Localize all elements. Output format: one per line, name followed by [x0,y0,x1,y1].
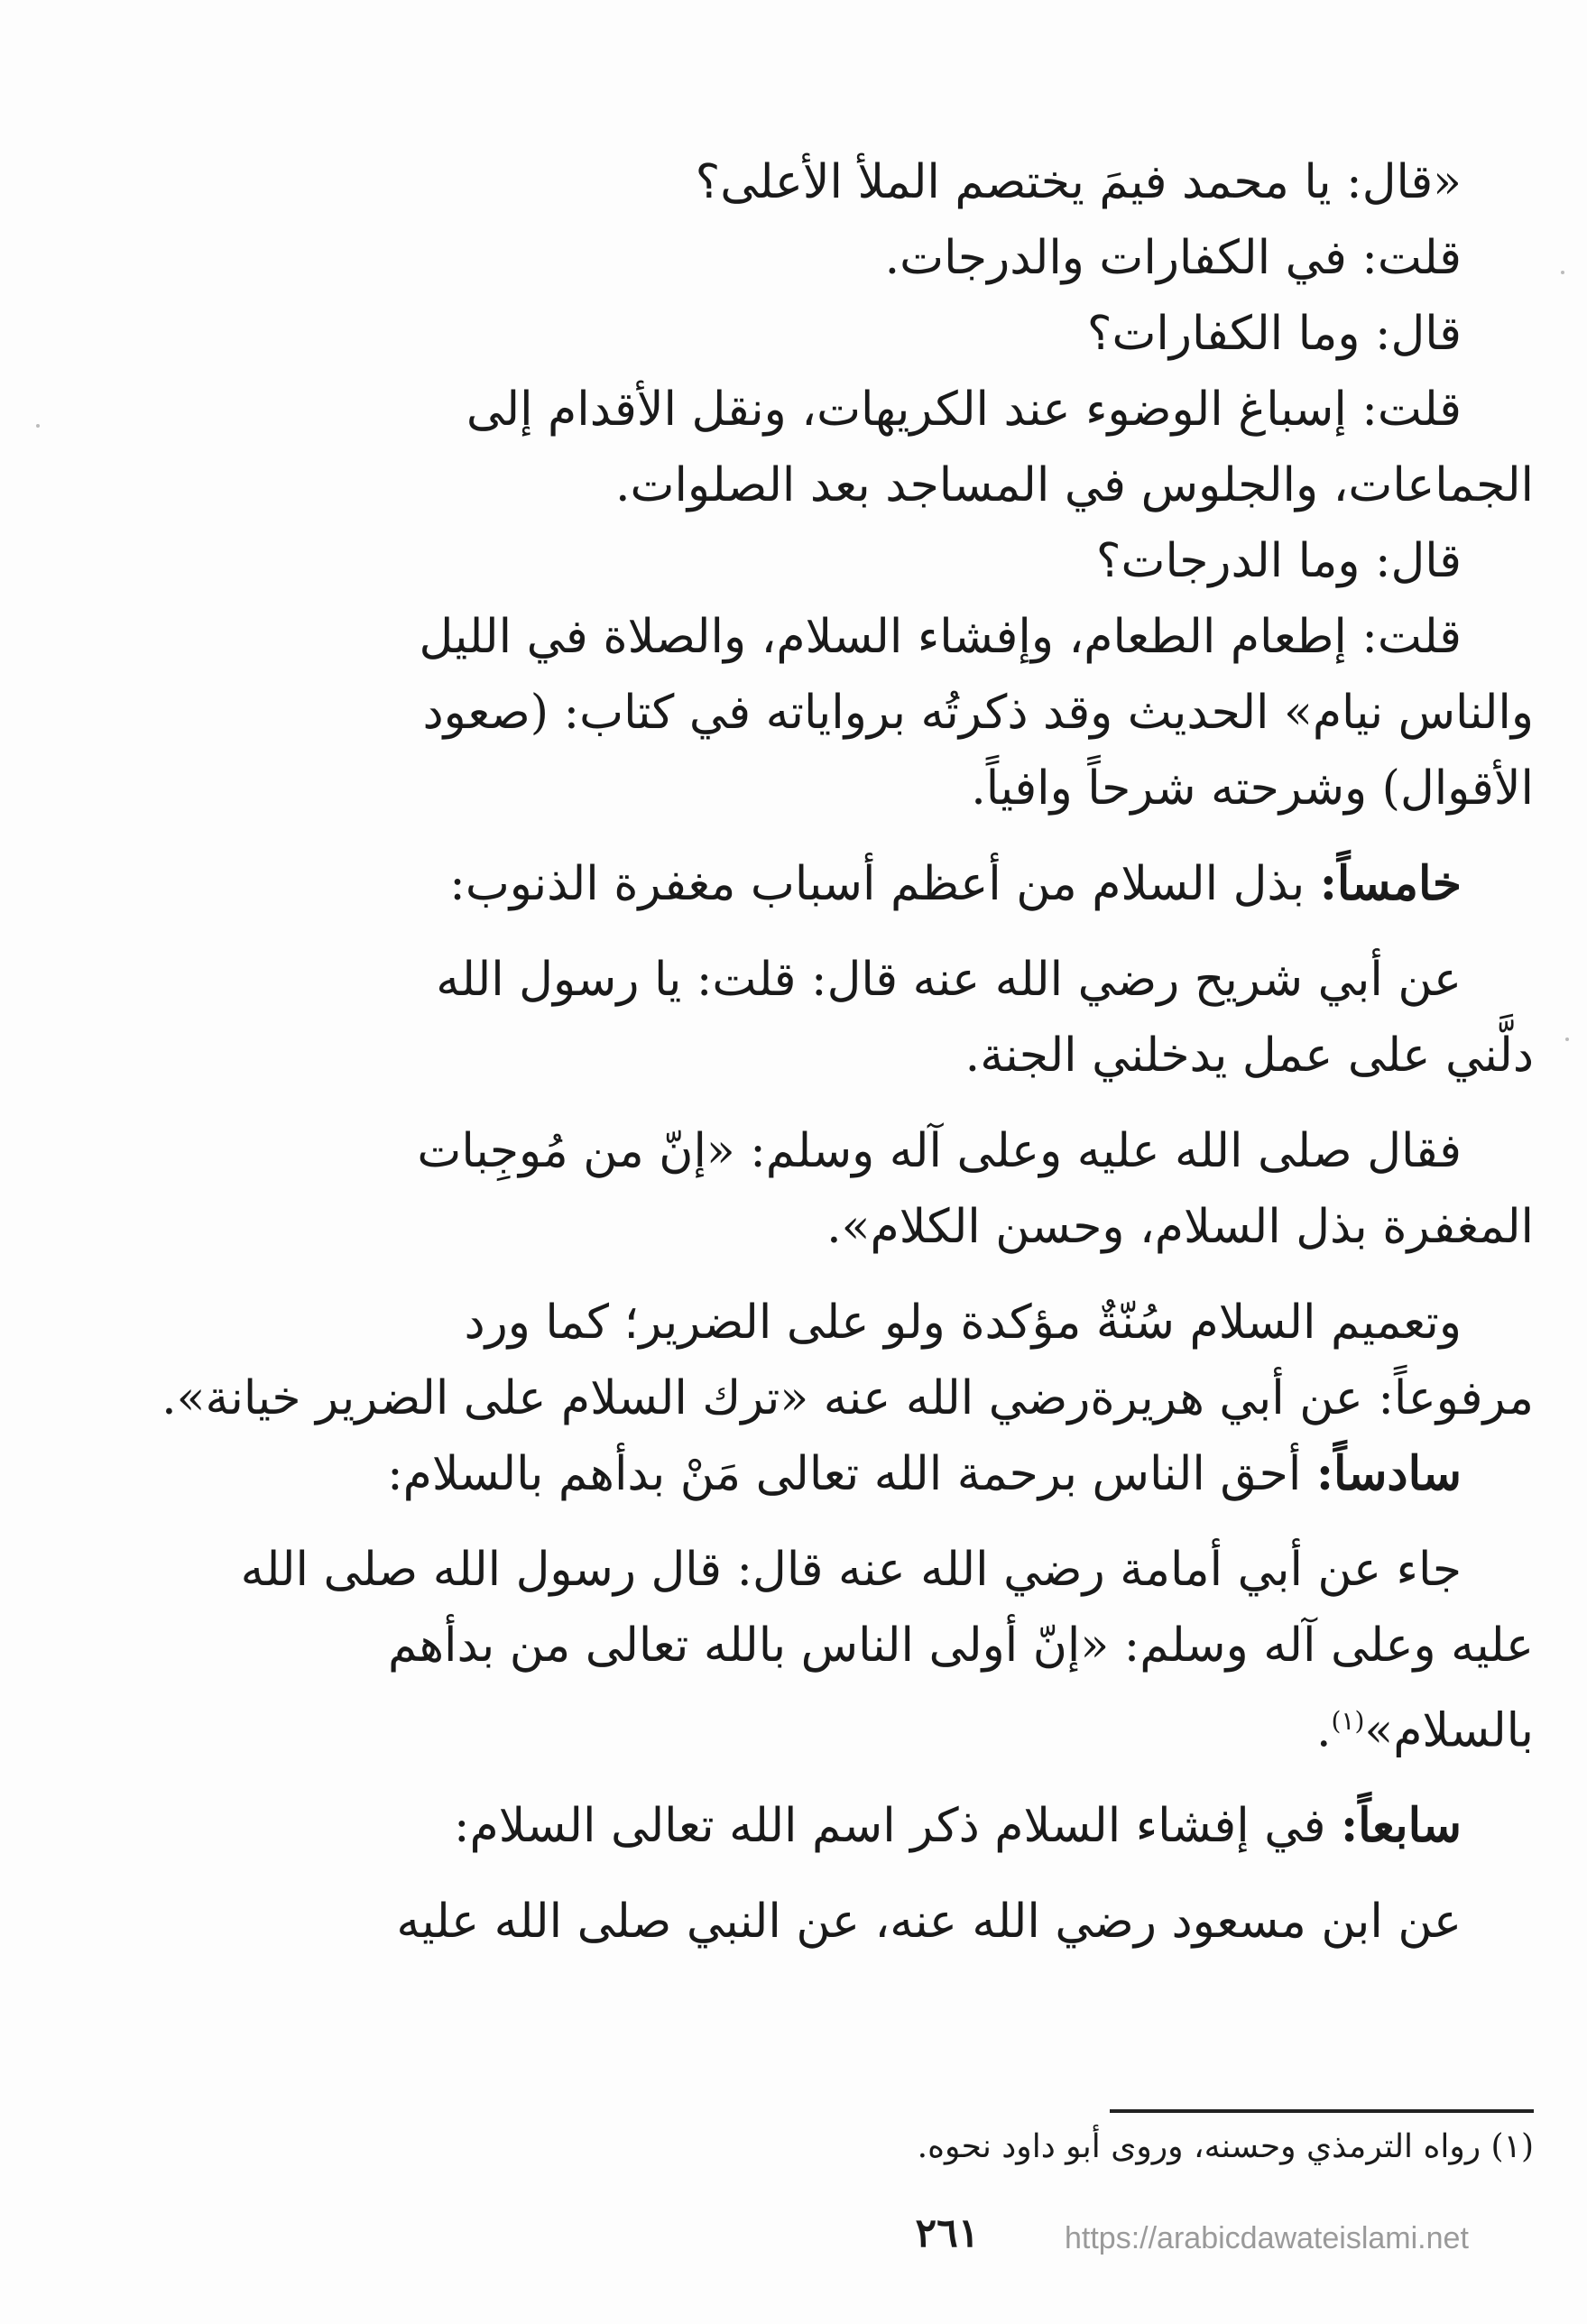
text-line: جاء عن أبي أمامة رضي الله عنه قال: قال رسول الله صلى الله [240,1543,1462,1597]
text-line: الأقوال) وشرحته شرحاً وافياً. [971,761,1534,816]
text-line: «قال: يا محمد فيمَ يختصم الملأ الأعلى؟ [695,155,1462,209]
section-heading-sixth [307,1436,1534,1512]
text-line: قلت: إطعام الطعام، وإفشاء السلام، والصلاة في الليل [419,610,1462,664]
text-fragment: بالسلام» [1364,1703,1534,1758]
text-line: مرفوعاً: عن أبي هريرةرضي الله عنه «ترك السلام على الضرير خيانة». [161,1371,1534,1425]
text-line: قال: وما الدرجات؟ [1095,534,1462,588]
text-line: عن أبي شريح رضي الله عنه قال: قلت: يا رسول الله [436,953,1462,1007]
text-line: عليه وعلى آله وسلم: «إنّ أولى الناس بالله تعالى من بدأهم [387,1618,1534,1673]
text-line: قلت: إسباغ الوضوء عند الكريهات، ونقل الأقدام إلى [466,383,1462,437]
main-text [161,144,1534,1960]
scan-speck [1561,271,1564,274]
section-heading-fifth [307,846,1534,922]
text-line: دلَّني على عمل يدخلني الجنة. [964,1028,1534,1083]
heading-label: سادساً: [1315,1446,1462,1501]
text-line: فقال صلى الله عليه وعلى آله وسلم: «إنّ من مُوجِبات [417,1124,1462,1178]
text-line: المغفرة بذل السلام، وحسن الكلام». [826,1200,1534,1254]
text-line: الجماعات، والجلوس في المساجد بعد الصلوات. [614,458,1534,512]
footnote-divider [1110,2109,1534,2113]
scan-speck [1565,1038,1569,1041]
heading-text: أحق الناس برحمة الله تعالى مَنْ بدأهم بالسلام: [387,1447,1302,1501]
footnote: (١) رواه الترمذي وحسنه، وروى أبو داود نحوه. [917,2128,1534,2165]
section-heading-seventh [307,1788,1534,1864]
text-line: بالسلام»$^{(١)}$. [1315,1703,1534,1758]
watermark-url: https://arabicdawateislami.net [1065,2221,1469,2255]
text-line: والناس نيام» الحديث وقد ذكرتُه برواياته في كتاب: (صعود [422,686,1534,740]
footnote-marker: (١) [1331,1706,1365,1736]
text-line: قال: وما الكفارات؟ [1086,307,1462,361]
heading-label: خامساً: [1319,856,1462,911]
text-line: قلت: في الكفارات والدرجات. [884,231,1462,285]
scan-speck [36,424,40,428]
page-number: ٢٦١ [915,2210,980,2256]
heading-label: سابعاً: [1340,1798,1462,1854]
heading-text: بذل السلام من أعظم أسباب مغفرة الذنوب: [449,857,1306,911]
text-line: عن ابن مسعود رضي الله عنه، عن النبي صلى الله عليه [396,1895,1462,1950]
heading-text: في إفشاء السلام ذكر اسم الله تعالى السلام: [454,1799,1326,1854]
text-line: وتعميم السلام سُنّةٌ مؤكدة ولو على الضرير؛ كما ورد [464,1296,1462,1350]
